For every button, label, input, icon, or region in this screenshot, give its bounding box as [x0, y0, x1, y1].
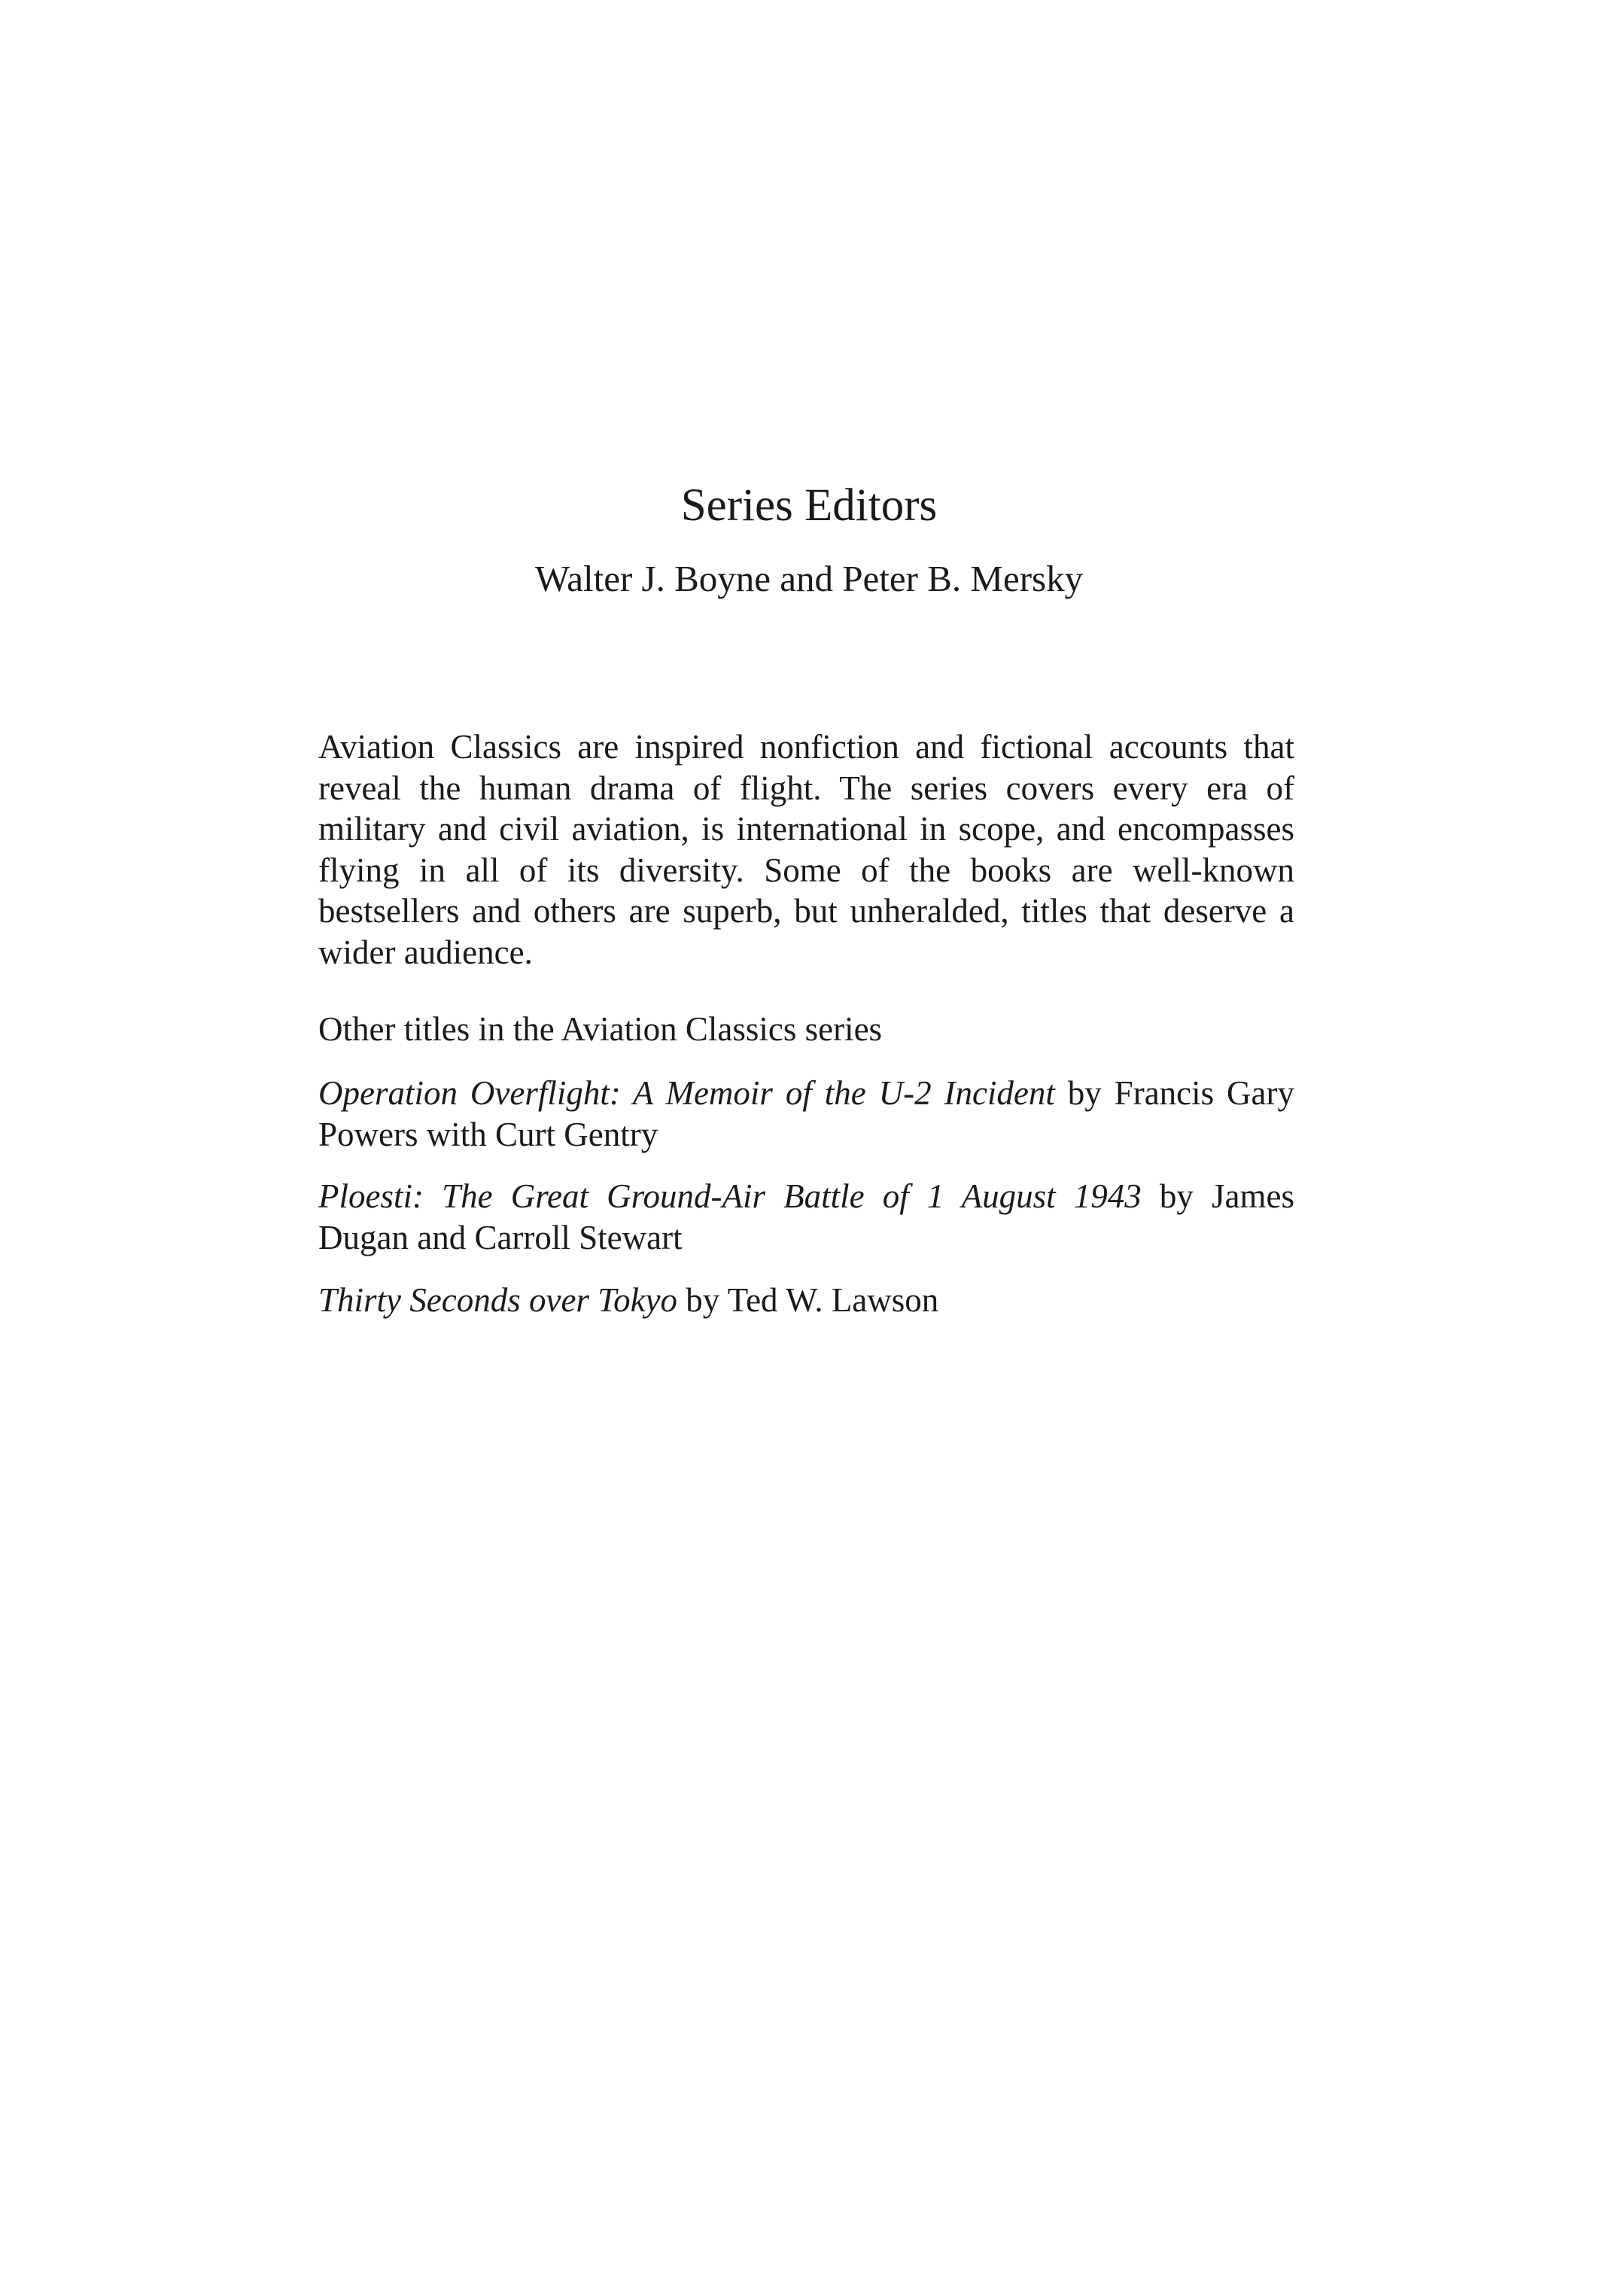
- editors-names: Walter J. Boyne and Peter B. Mersky: [534, 558, 1084, 599]
- series-description: Aviation Classics are inspired nonfiction and fictional accounts that reveal the human drama of flight. The series covers every era of military and civil aviation, is international in scope, and encompasses flying in all of its diversity. Some of the books are well-known bestsellers and others are superb, but unheralded, titles that deserve a wider audience.: [318, 728, 1294, 971]
- title-entry: [318, 1280, 1294, 1321]
- book-title: Ploesti: The Great Ground-Air Battle of 1 August 1943: [318, 1177, 1142, 1215]
- title-entry: [318, 1073, 1294, 1155]
- book-byline: by Ted W. Lawson: [677, 1281, 939, 1319]
- book-byline: by Francis Gary Powers with Curt Gentry: [318, 1074, 1295, 1153]
- title-entry: [318, 1176, 1294, 1258]
- other-titles-label: Other titles in the Aviation Classics series: [318, 1010, 883, 1048]
- book-title: Operation Overflight: A Memoir of the U-2 Incident: [318, 1074, 1055, 1112]
- series-editors-heading: Series Editors: [680, 480, 938, 531]
- book-byline: by James Dugan and Carroll Stewart: [318, 1177, 1294, 1256]
- book-title: Thirty Seconds over Tokyo: [318, 1281, 678, 1319]
